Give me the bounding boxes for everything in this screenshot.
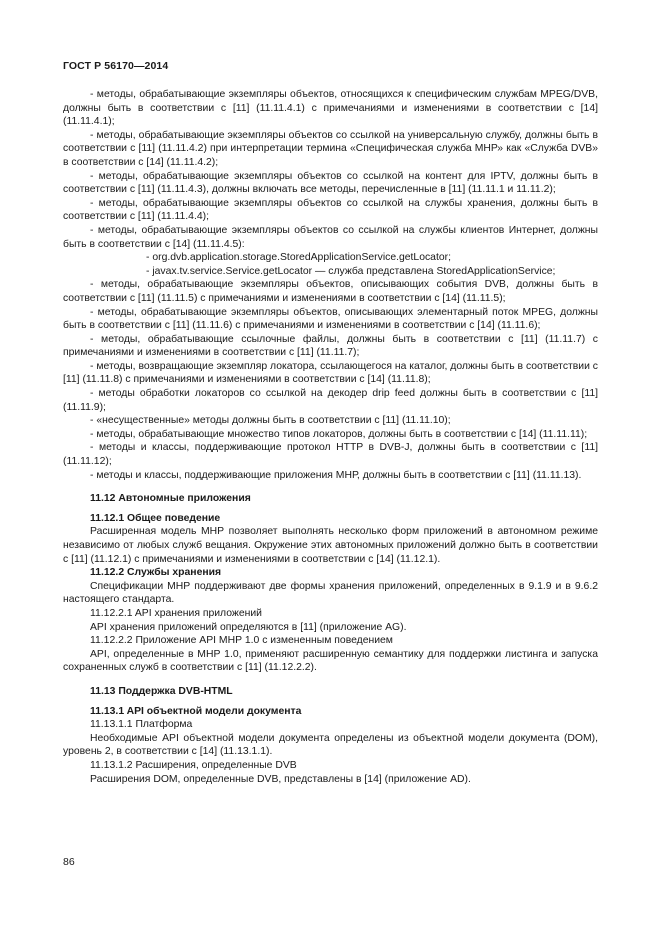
list-item: - методы и классы, поддерживающие приложения МНР, должны быть в соответствии с [11] (11.11.13). <box>90 469 582 481</box>
paragraph: Расширения DOM, определенные DVB, представлены в [14] (приложение AD). <box>90 773 471 785</box>
list-item: - методы обработки локаторов со ссылкой на декодер drip feed должны быть в соответствии с [11] (11.11.9); <box>63 388 598 413</box>
list-item: - методы и классы, поддерживающие протокол HTTP в DVB-J, должны быть в соответствии с [11] (11.11.12); <box>63 442 598 468</box>
page-content <box>63 88 598 786</box>
paragraph: API, определенные в МНР 1.0, применяют расширенную семантику для поддержки листинга и запуска сохраненных служб в соответствии с [11] (11.12.2.2). <box>63 648 598 674</box>
standard-header: ГОСТ Р 56170—2014 <box>63 60 169 72</box>
subsection-heading-11-13-1: 11.13.1 API объектной модели документа <box>90 705 302 717</box>
list-item: - методы, обрабатывающие экземпляры объектов со ссылкой на контент для IPTV, должны быть в соответствии с [11] (11.11.4.3), должны включать все методы, перечисленные в [11] (11.11.1 и 11.11.2); <box>63 170 598 196</box>
section-heading-11-13: 11.13 Поддержка DVB-HTML <box>90 685 233 697</box>
sub-list-item: - org.dvb.application.storage.StoredApplicationService.getLocator; <box>146 252 451 264</box>
paragraph: API хранения приложений определяются в [11] (приложение AG). <box>90 621 407 633</box>
paragraph: Необходимые API объектной модели документа определены из объектной модели документа (DOM), уровень 2, в соответствии с [14] (11.13.1.1). <box>63 732 598 758</box>
list-item: - методы, обрабатывающие экземпляры объектов, относящихся к специфическим службам MPEG/DVB, должны быть в соответствии с [11] (11.11.4.1) с примечаниями и изменениями в соответствии с [14] (11.11.4.1); <box>63 89 598 128</box>
paragraph: Спецификации МНР поддерживают две формы хранения приложений, определенных в 9.1.9 и в 9.6.2 настоящего стандарта. <box>63 580 598 606</box>
list-item: - методы, возвращающие экземпляр локатора, ссылающегося на каталог, должны быть в соответствии с [11] (11.11.8) с примечаниями и изменениями в соответствии с [14] (11.11.8); <box>63 360 598 386</box>
list-item: - «несущественные» методы должны быть в соответствии с [11] (11.11.10); <box>90 415 451 427</box>
list-item: - методы, обрабатывающие экземпляры объектов со ссылкой на службы клиентов Интернет, должны быть в соответствии с [14] (11.11.4.5): <box>63 224 598 250</box>
list-item: - методы, обрабатывающие множество типов локаторов, должны быть в соответствии с [14] (11.11.11); <box>90 428 588 440</box>
clause-heading-11-13-1-1: 11.13.1.1 Платформа <box>90 719 193 731</box>
clause-heading-11-12-2-1: 11.12.2.1 API хранения приложений <box>90 607 262 619</box>
sub-list-item: - javax.tv.service.Service.getLocator — служба представлена StoredApplicationService; <box>146 265 556 277</box>
list-item: - методы, обрабатывающие экземпляры объектов, описывающих элементарный поток MPEG, должны быть в соответствии с [11] (11.11.6) с примечаниями и изменениями в соответствии с [14] (11.11.6); <box>63 306 598 332</box>
clause-heading-11-13-1-2: 11.13.1.2 Расширения, определенные DVB <box>90 759 297 771</box>
list-item: - методы, обрабатывающие экземпляры объектов, описывающих события DVB, должны быть в соответствии с [11] (11.11.5) с примечаниями и изменениями в соответствии с [14] (11.11.5); <box>63 279 598 304</box>
list-item: - методы, обрабатывающие экземпляры объектов со ссылкой на службы хранения, должны быть в соответствии с [11] (11.11.4.4); <box>63 197 598 223</box>
list-item: - методы, обрабатывающие экземпляры объектов со ссылкой на универсальную службу, должны быть в соответствии с [11] (11.11.4.2) при интерпретации термина «Специфическая служба МНР» как «Служба DVB» в соответствии с [14] (11.11.4.2); <box>63 129 598 168</box>
subsection-heading-11-12-2: 11.12.2 Службы хранения <box>90 567 222 579</box>
clause-heading-11-12-2-2: 11.12.2.2 Приложение API МНР 1.0 с измененным поведением <box>90 635 393 647</box>
subsection-heading-11-12-1: 11.12.1 Общее поведение <box>90 512 221 524</box>
section-heading-11-12: 11.12 Автономные приложения <box>90 493 251 505</box>
paragraph: Расширенная модель МНР позволяет выполнять несколько форм приложений в автономном режиме независимо от любых служб вещания. Окружение этих автономных приложений должно быть в соответствии с [11] (11.12.1) с примечаниями и изменениями в соответствии с [14] (11.12.1). <box>63 526 598 565</box>
list-item: - методы, обрабатывающие ссылочные файлы, должны быть в соответствии с [11] (11.11.7) с примечаниями и изменениями в соответствии с [11] (11.11.7); <box>63 333 598 359</box>
page-number: 86 <box>63 856 75 868</box>
